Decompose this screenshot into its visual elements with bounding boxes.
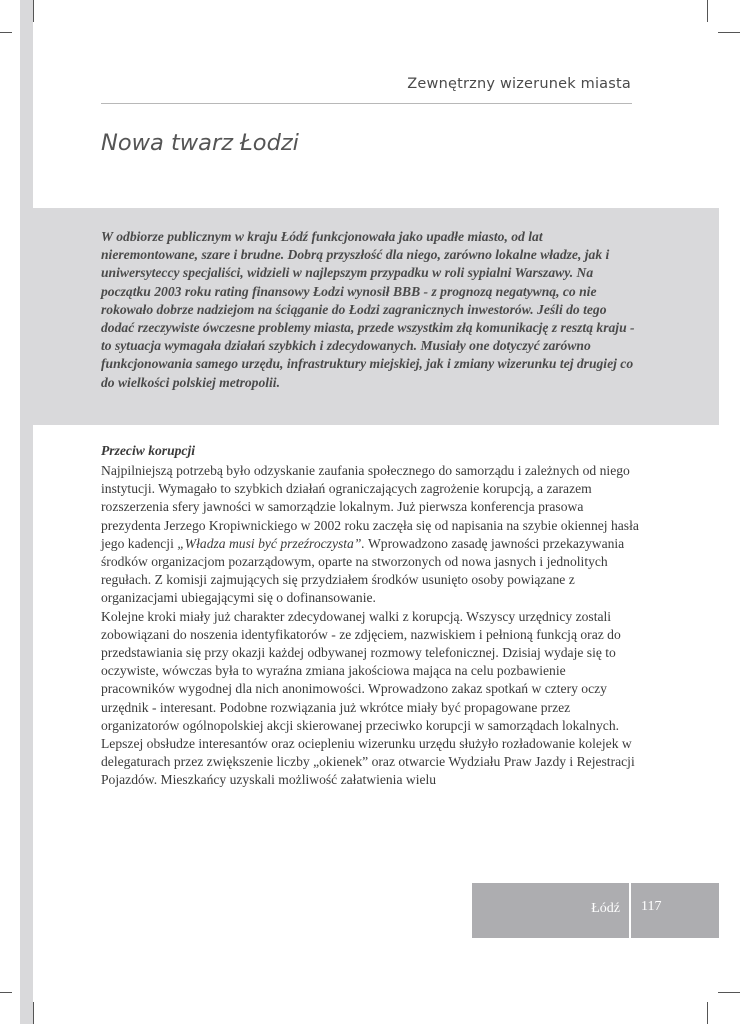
footer-label: Łódź <box>591 901 620 916</box>
page-number: 117 <box>641 899 662 914</box>
body-text <box>101 462 641 790</box>
crop-mark-bottom-left-h <box>0 992 12 993</box>
paragraph-3: Lepszej obsłudze interesantów oraz ociepleniu wizerunku urzędu służyło rozładowanie kolejek w delegaturach przez zwiększenie liczby „okienek” oraz otwarcie Wydziału Praw Jazdy i Rejestracji Pojazdów. Mieszkańcy uzyskali możliwość załatwienia wielu <box>101 736 635 788</box>
page-title: Nowa twarz Łodzi <box>101 130 299 156</box>
paragraph-1-start: Najpilniejszą potrzebą było odzyskanie zaufania społecznego do samorządu i zależnych od niego instytucji. Wymagało to szybkich działań ograniczających zagrożenie korupcją, a zarazem rozszerzenia sfery jawności w samorządzie lokalnym. Już pierwsza konferencja prasowa prezydenta Jerzego Kropiwnickiego w 2002 roku zaczęła się od napisania na szybie okiennej hasła jego kadencji <box>101 463 639 551</box>
crop-mark-bottom-left <box>33 1002 34 1024</box>
header-rule <box>101 103 632 104</box>
paragraph-1 <box>101 462 641 608</box>
crop-mark-top-left-h <box>0 32 12 33</box>
left-margin-band <box>20 0 33 1024</box>
section-heading: Przeciw korupcji <box>101 443 196 458</box>
paragraph-2: Kolejne kroki miały już charakter zdecydowanej walki z korupcją. Wszyscy urzędnicy zostali zobowiązani do noszenia identyfikatorów - ze zdjęciem, nazwiskiem i pełnioną funkcją oraz do przedstawiania się przy okazji każdej odbywanej rozmowy telefonicznej. Dzisiaj wydaje się to oczywiste, wówczas była to wyraźna zmiana jakościowa mająca na celu pozbawienie pracowników wygodnej dla nich anonimowości. Wprowadzono zakaz spotkań w cztery oczy urzędnik - interesant. Podobne rozwiązania już wkrótce miały być propagowane przez organizatorów ogólnopolskiej akcji skierowanej przeciwko korupcji w samorządach lokalnych. <box>101 608 621 733</box>
crop-mark-bottom-right-h <box>718 992 740 993</box>
slogan-quote: „Władza musi być przeźroczysta”. <box>177 535 365 551</box>
crop-mark-top-right-h <box>718 32 740 33</box>
footer-divider <box>629 883 631 938</box>
intro-paragraph: W odbiorze publicznym w kraju Łódź funkcjonowała jako upadłe miasto, od lat nieremontowane, szare i brudne. Dobrą przyszłość dla niego, zarówno lokalne władze, jak i uniwersyteccy specjaliści, widzieli w najlepszym przypadku w roli sypialni Warszawy. Na początku 2003 roku rating finansowy Łodzi wynosił BBB - z prognozą negatywną, co nie rokowało dobrze nadziejom na ściąganie do Łodzi zagranicznych inwestorów. Jeśli do tego dodać rzeczywiste ówczesne problemy miasta, przede wszystkim złą komunikację z resztą kraju - to sytuacja wymagała działań szybkich i zdecydowanych. Musiały one dotyczyć zarówno funkcjonowania samego urzędu, infrastruktury miejskiej, jak i zmiany wizerunku tej drugiej co do wielkości polskiej metropolii. <box>101 229 635 390</box>
paragraph-1-end: Wprowadzono zasadę jawności przekazywania środków organizacjom pozarządowym, oparte na stworzonych od nowa jasnych i jednolitych regułach. Z komisji zajmujących się przydziałem środków usunięto osoby powiązane z organizacjami ubiegającymi się o dofinansowanie. <box>101 535 625 606</box>
running-header: Zewnętrzny wizerunek miasta <box>407 76 631 92</box>
crop-mark-top-right <box>707 0 708 22</box>
crop-mark-top-left <box>33 0 34 22</box>
crop-mark-bottom-right <box>707 1002 708 1024</box>
